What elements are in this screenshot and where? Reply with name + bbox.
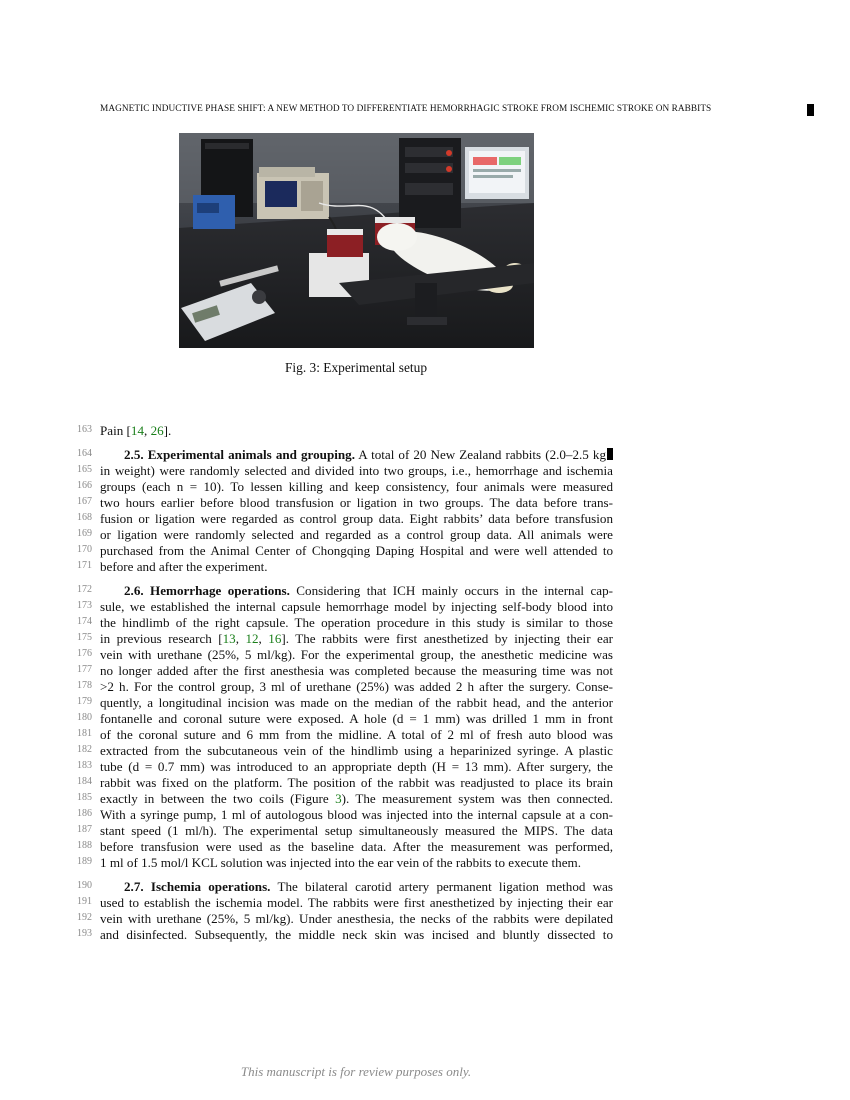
text-line <box>100 743 613 759</box>
citation-link[interactable]: 16 <box>268 631 282 646</box>
line-number: 179 <box>77 696 92 707</box>
text-line <box>100 511 613 527</box>
text-line <box>100 679 613 695</box>
line-number: 171 <box>77 560 92 571</box>
text-run: before and after the experiment. <box>100 559 268 574</box>
text-line <box>100 823 613 839</box>
text-line <box>100 615 613 631</box>
text-line <box>100 663 613 679</box>
text-line <box>100 895 613 911</box>
text-line <box>100 647 613 663</box>
text-run: in weight) were randomly selected and divided into two groups, i.e., hemorrhage and ischemia <box>100 463 613 478</box>
section-heading: 2.5. Experimental animals and grouping. <box>124 447 355 462</box>
citation-link[interactable]: 13 <box>222 631 236 646</box>
text-line <box>100 759 613 775</box>
text-run: ]. <box>163 423 172 438</box>
section-heading: 2.7. Ischemia operations. <box>124 879 271 894</box>
text-run: vein with urethane (25%, 5 ml/kg). For the experimental group, the anesthetic medicine was <box>100 647 613 662</box>
line-number: 174 <box>77 616 92 627</box>
line-number: 163 <box>77 424 92 435</box>
running-header <box>100 104 812 114</box>
overfull-box-marker <box>807 104 814 116</box>
overfull-box-marker <box>607 448 613 460</box>
text-run: , <box>235 631 246 646</box>
text-run: A total of 20 New Zealand rabbits (2.0–2.5 kg <box>354 447 606 462</box>
text-run: exactly in between the two coils (Figure <box>100 791 336 806</box>
text-line <box>100 927 613 943</box>
line-number: 175 <box>77 632 92 643</box>
text-run: before transfusion were used as the baseline data. After the measurement was performed, <box>100 839 613 854</box>
text-run: rabbit was fixed on the platform. The position of the rabbit was readjusted to place its brain <box>100 775 613 790</box>
text-run: , <box>258 631 269 646</box>
text-line <box>100 631 613 647</box>
line-number: 183 <box>77 760 92 771</box>
citation-link[interactable]: 14 <box>130 423 145 438</box>
text-line <box>100 911 613 927</box>
text-run: >2 h. For the control group, 3 ml of urethane (25%) was added 2 h after the surgery. Conse- <box>100 679 613 694</box>
line-number: 167 <box>77 496 92 507</box>
text-run: tube (d = 0.7 mm) was introduced to an appropriate depth (H = 13 mm). After surgery, the <box>100 759 613 774</box>
text-line <box>100 727 613 743</box>
figure-caption: Fig. 3: Experimental setup <box>284 360 428 375</box>
text-line <box>100 447 613 463</box>
line-number: 178 <box>77 680 92 691</box>
line-number: 166 <box>77 480 92 491</box>
text-line <box>100 423 613 439</box>
citation-link[interactable]: 3 <box>335 791 342 806</box>
line-number: 187 <box>77 824 92 835</box>
text-run: of the coronal suture and 6 mm from the midline. A total of 2 ml of fresh auto blood was <box>100 727 613 742</box>
line-number: 188 <box>77 840 92 851</box>
line-number: 181 <box>77 728 92 739</box>
line-number: 169 <box>77 528 92 539</box>
text-line <box>100 839 613 855</box>
text-line <box>100 791 613 807</box>
text-line <box>100 711 613 727</box>
line-number: 172 <box>77 584 92 595</box>
text-line <box>100 463 613 479</box>
line-number: 185 <box>77 792 92 803</box>
text-line <box>100 775 613 791</box>
citation-link[interactable]: 12 <box>245 631 259 646</box>
text-run: stant speed (1 ml/h). The experimental setup simultaneously measured the MIPS. The data <box>100 823 613 838</box>
text-line <box>100 583 613 599</box>
line-number: 173 <box>77 600 92 611</box>
review-footer: This manuscript is for review purposes only. <box>240 1064 472 1079</box>
text-run: 1 ml of 1.5 mol/l KCL solution was injected into the ear vein of the rabbits to execute them. <box>100 855 581 870</box>
text-run: two hours earlier before blood transfusion or ligation in two groups. The data before trans- <box>100 495 613 510</box>
text-line <box>100 543 613 559</box>
line-number: 192 <box>77 912 92 923</box>
text-run: sule, we established the internal capsule hemorrhage model by injecting self-body blood into <box>100 599 613 614</box>
text-line <box>100 855 613 871</box>
text-run: in previous research [ <box>100 631 223 646</box>
text-line <box>100 559 613 575</box>
text-run: and disinfected. Subsequently, the middle neck skin was incised and bluntly dissected to <box>100 927 613 942</box>
text-run: groups (each n = 10). To lessen killing and keep consistency, four animals were measured <box>100 479 613 494</box>
text-run: used to establish the ischemia model. The rabbits were first anesthetized by injecting their ear <box>100 895 613 910</box>
line-number: 193 <box>77 928 92 939</box>
text-run: The bilateral carotid artery permanent ligation method was <box>270 879 614 894</box>
text-run: , <box>144 423 151 438</box>
text-run: fusion or ligation were regarded as control group data. Eight rabbits’ data before transfusion <box>100 511 613 526</box>
line-number: 189 <box>77 856 92 867</box>
text-line <box>100 807 613 823</box>
text-run: purchased from the Animal Center of Chongqing Daping Hospital and were well attended to <box>100 543 613 558</box>
text-line <box>100 527 613 543</box>
text-run: Pain [ <box>100 423 131 438</box>
text-line <box>100 479 613 495</box>
line-number: 170 <box>77 544 92 555</box>
line-number: 182 <box>77 744 92 755</box>
lab-equipment-illustration <box>179 133 534 348</box>
line-number: 180 <box>77 712 92 723</box>
text-run: Considering that ICH mainly occurs in the internal cap- <box>289 583 613 598</box>
line-number: 186 <box>77 808 92 819</box>
line-number: 164 <box>77 448 92 459</box>
text-run: ). The measurement system was then connected. <box>341 791 613 806</box>
line-number: 177 <box>77 664 92 675</box>
text-run: quently, a longitudinal incision was made on the median of the rabbit head, and the anterior <box>100 695 613 710</box>
text-line <box>100 495 613 511</box>
text-run: vein with urethane (25%, 5 ml/kg). Under anesthesia, the necks of the rabbits were depilated <box>100 911 613 926</box>
text-run: the hindlimb of the right capsule. The operation procedure in this study is similar to those <box>100 615 613 630</box>
citation-link[interactable]: 26 <box>150 423 164 438</box>
text-run: ]. The rabbits were first anesthetized by injecting their ear <box>281 631 614 646</box>
line-number: 191 <box>77 896 92 907</box>
experimental-setup-photo <box>179 133 534 348</box>
line-number: 176 <box>77 648 92 659</box>
text-line <box>100 695 613 711</box>
text-run: fontanelle and coronal suture were exposed. A hole (d = 1 mm) was drilled 1 mm in front <box>100 711 613 726</box>
text-line <box>100 879 613 895</box>
section-heading: 2.6. Hemorrhage operations. <box>124 583 290 598</box>
line-number: 190 <box>77 880 92 891</box>
line-number: 168 <box>77 512 92 523</box>
text-run: no longer added after the first anesthesia was completed because the measuring time was not <box>100 663 613 678</box>
line-number: 165 <box>77 464 92 475</box>
line-number: 184 <box>77 776 92 787</box>
text-line <box>100 599 613 615</box>
text-run: With a syringe pump, 1 ml of autologous blood was injected into the internal capsule at a con- <box>100 807 613 822</box>
text-run: or ligation were randomly selected and regarded as a control group data. All animals were <box>100 527 613 542</box>
text-run: extracted from the subcutaneous vein of the hindlimb using a heparinized syringe. A plastic <box>100 743 613 758</box>
running-title: MAGNETIC INDUCTIVE PHASE SHIFT: A NEW METHOD TO DIFFERENTIATE HEMORRHAGIC STROKE FROM ISCHEMIC STROKE ON RABBITS <box>100 104 712 114</box>
